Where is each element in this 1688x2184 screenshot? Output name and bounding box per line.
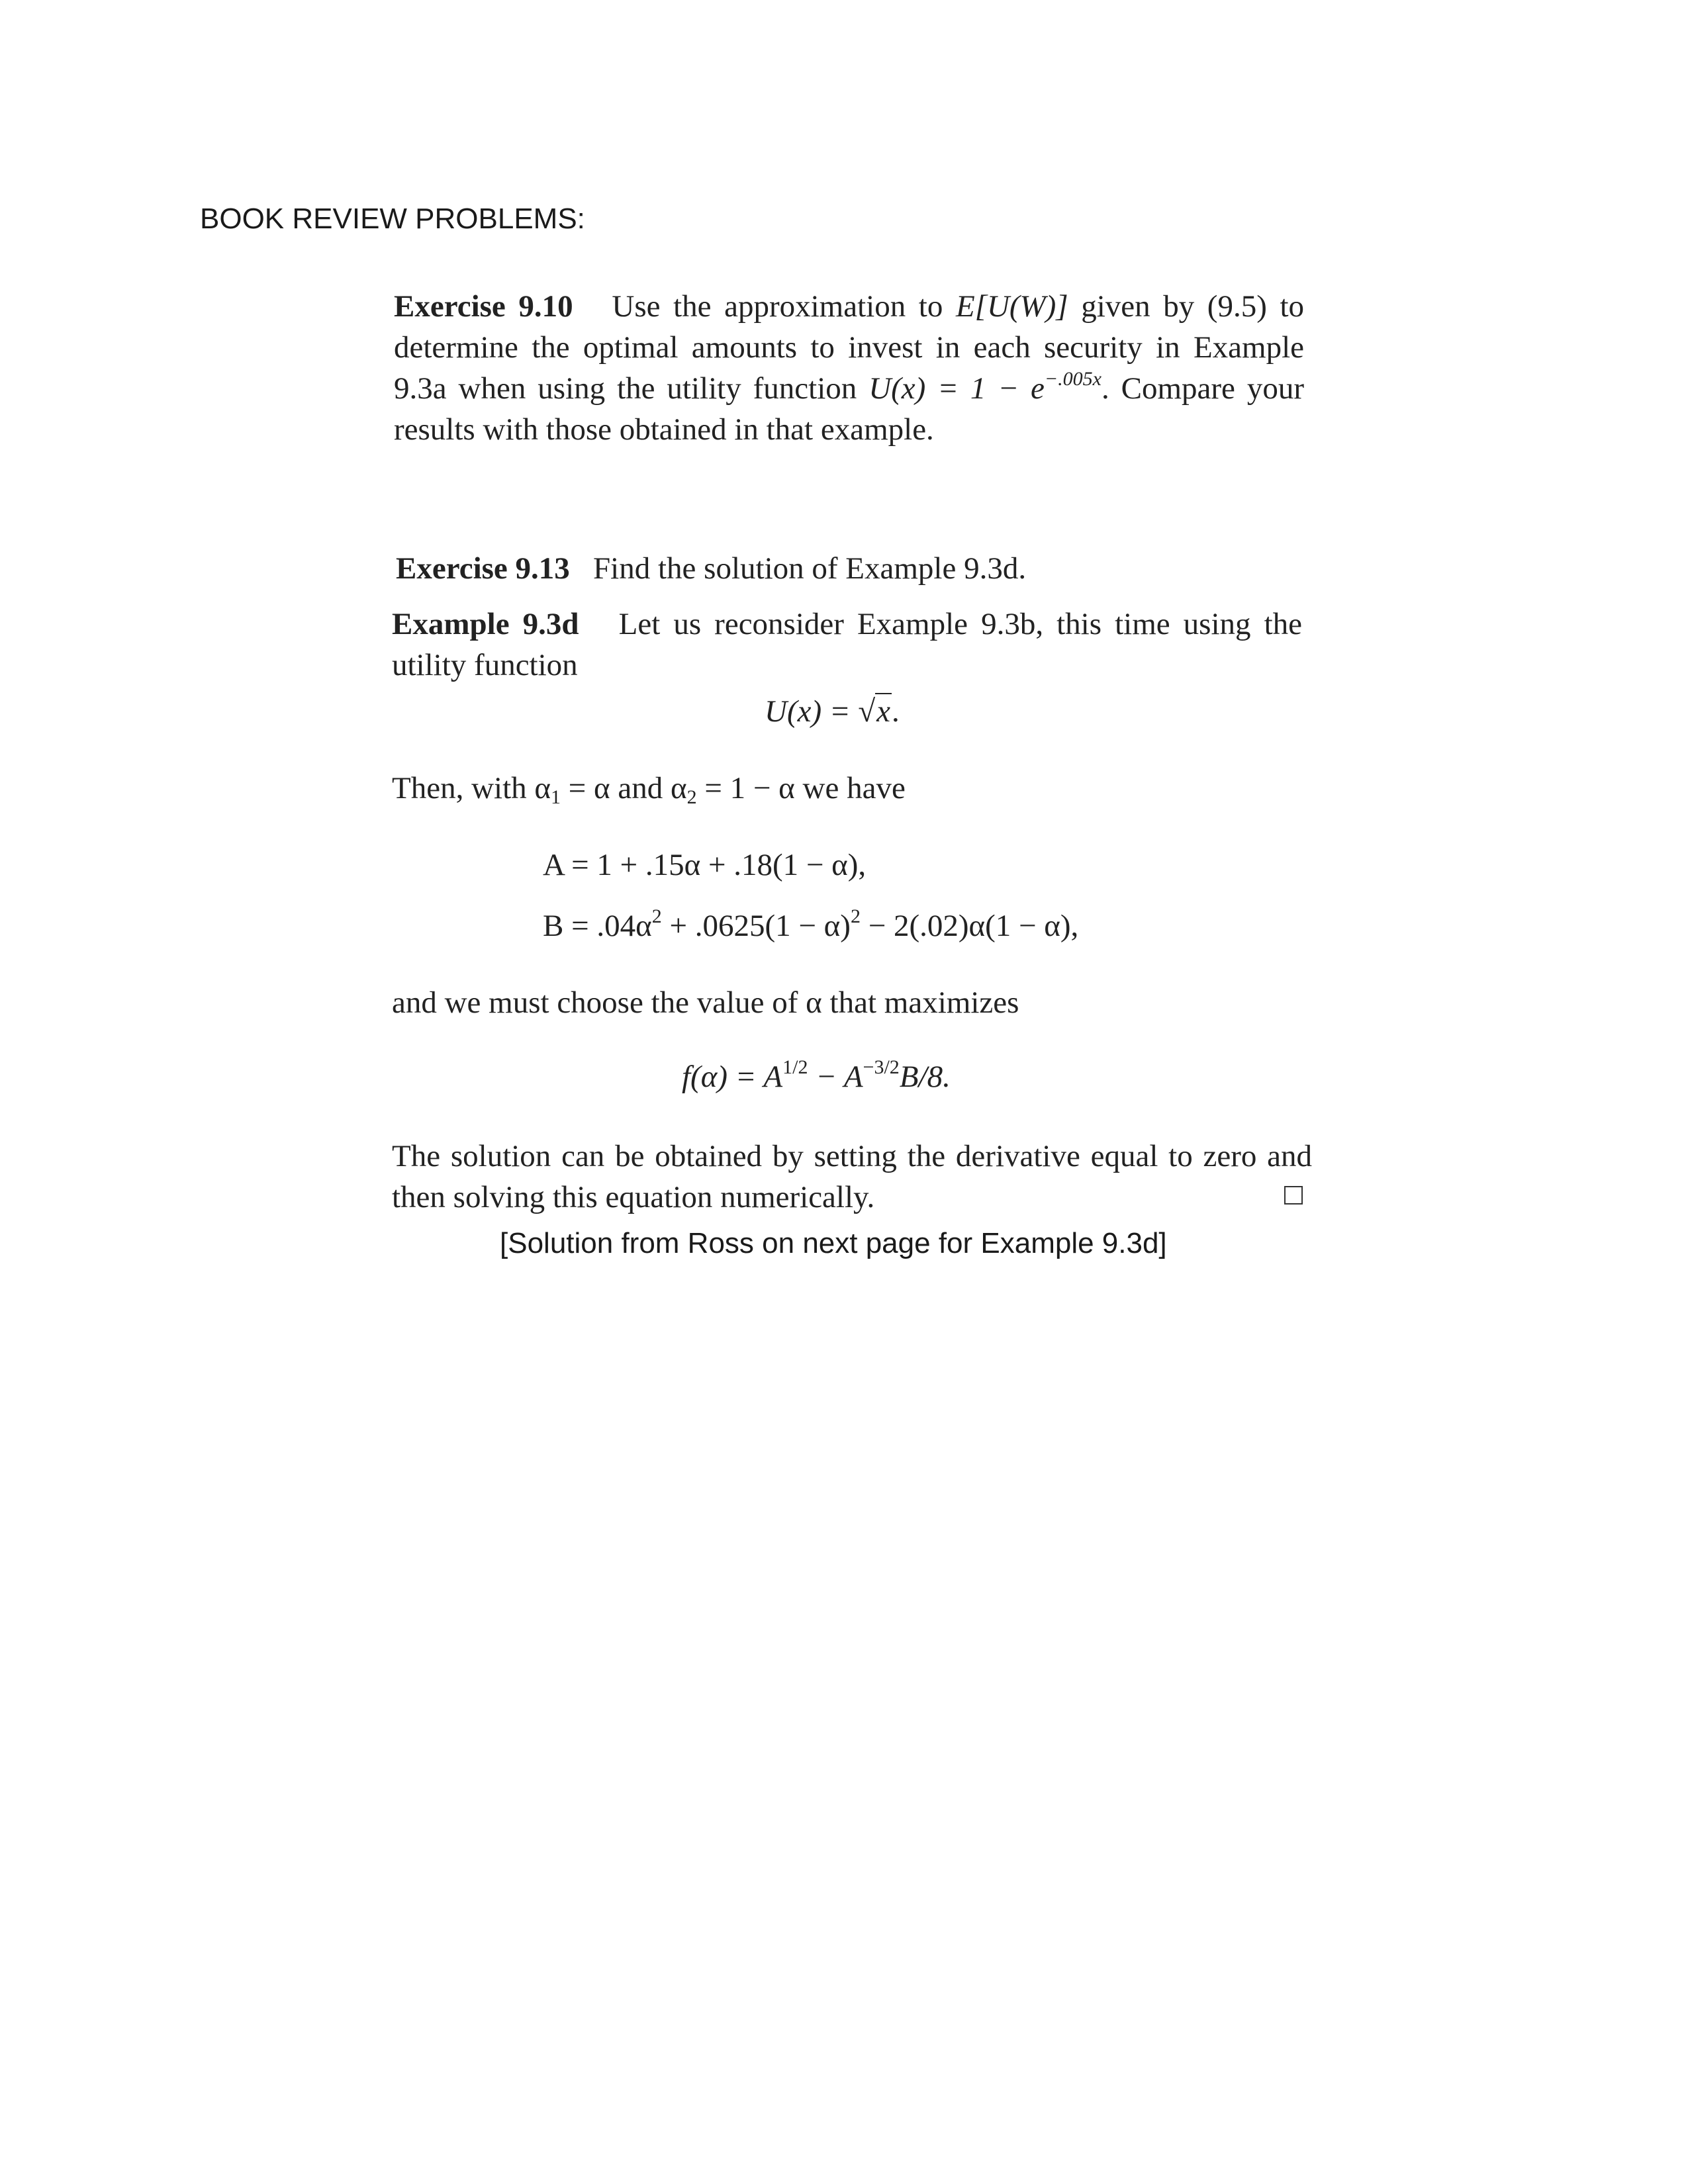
solution-text: The solution can be obtained by setting the derivative equal to zero and then solving this equation numerically. [392, 1139, 1312, 1214]
f-part-2: − A [808, 1060, 863, 1094]
example-9-3d-intro [392, 604, 1302, 686]
example-9-3d-text: Let us reconsider Example 9.3b, this time using the utility function [392, 607, 1302, 682]
equation-b-exp-1: 2 [651, 905, 662, 927]
exercise-9-13-text: Find the solution of Example 9.3d. [593, 551, 1027, 586]
qed-box-icon [1284, 1186, 1303, 1205]
exercise-9-10-text-1: Use the approximation to [612, 289, 943, 324]
exercise-9-10-text-3: . Compare your results with those obtained in that example. [394, 371, 1304, 447]
example-9-3d-label: Example 9.3d [392, 607, 579, 641]
equation-b-part-3: − 2(.02)α(1 − α), [860, 909, 1079, 943]
equation-b-exp-2: 2 [850, 905, 861, 927]
then-sub-1: 1 [551, 786, 561, 808]
exercise-9-13 [396, 548, 1026, 589]
then-sub-2: 2 [686, 786, 697, 808]
solution-paragraph [392, 1136, 1312, 1218]
solution-note: [Solution from Ross on next page for Example 9.3d] [500, 1227, 1167, 1259]
choose-text: and we must choose the value of α that maximizes [392, 985, 1019, 1020]
choose-line [392, 982, 1019, 1023]
then-text-2: = α and α [561, 771, 687, 805]
exercise-9-10-expectation: E[U(W)] [955, 289, 1068, 324]
exercise-9-10-label: Exercise 9.10 [394, 289, 573, 324]
utility-lhs: U(x) = [765, 694, 859, 729]
utility-end: . [892, 694, 900, 729]
then-line [392, 768, 906, 809]
exercise-9-10-text-2: given by (9.5) to determine the optimal amounts to invest in each security in Example 9.3a when using the utility function [394, 289, 1305, 406]
f-part-1: f(α) = A [682, 1060, 783, 1094]
then-text-1: Then, with α [392, 771, 551, 805]
f-part-3: B/8. [899, 1060, 951, 1094]
equation-b-part-2: + .0625(1 − α) [661, 909, 851, 943]
equation-a-text: A = 1 + .15α + .18(1 − α), [543, 848, 867, 882]
sqrt-symbol: √ [858, 694, 876, 729]
f-exp-1: 1/2 [782, 1056, 808, 1078]
utility-equation [765, 694, 900, 729]
exercise-9-10-utility-exponent: −.005x [1044, 368, 1102, 390]
equation-a [543, 847, 866, 883]
equation-b [543, 905, 1079, 944]
f-equation [682, 1056, 951, 1095]
exercise-9-10 [394, 286, 1304, 450]
f-exp-2: −3/2 [863, 1056, 900, 1078]
exercise-9-10-utility: U(x) = 1 − e [868, 371, 1045, 406]
page-header: BOOK REVIEW PROBLEMS: [200, 203, 585, 235]
utility-radicand: x [876, 694, 890, 729]
then-text-3: = 1 − α we have [696, 771, 906, 805]
equation-b-part-1: B = .04α [543, 909, 652, 943]
exercise-9-13-label: Exercise 9.13 [396, 551, 570, 586]
